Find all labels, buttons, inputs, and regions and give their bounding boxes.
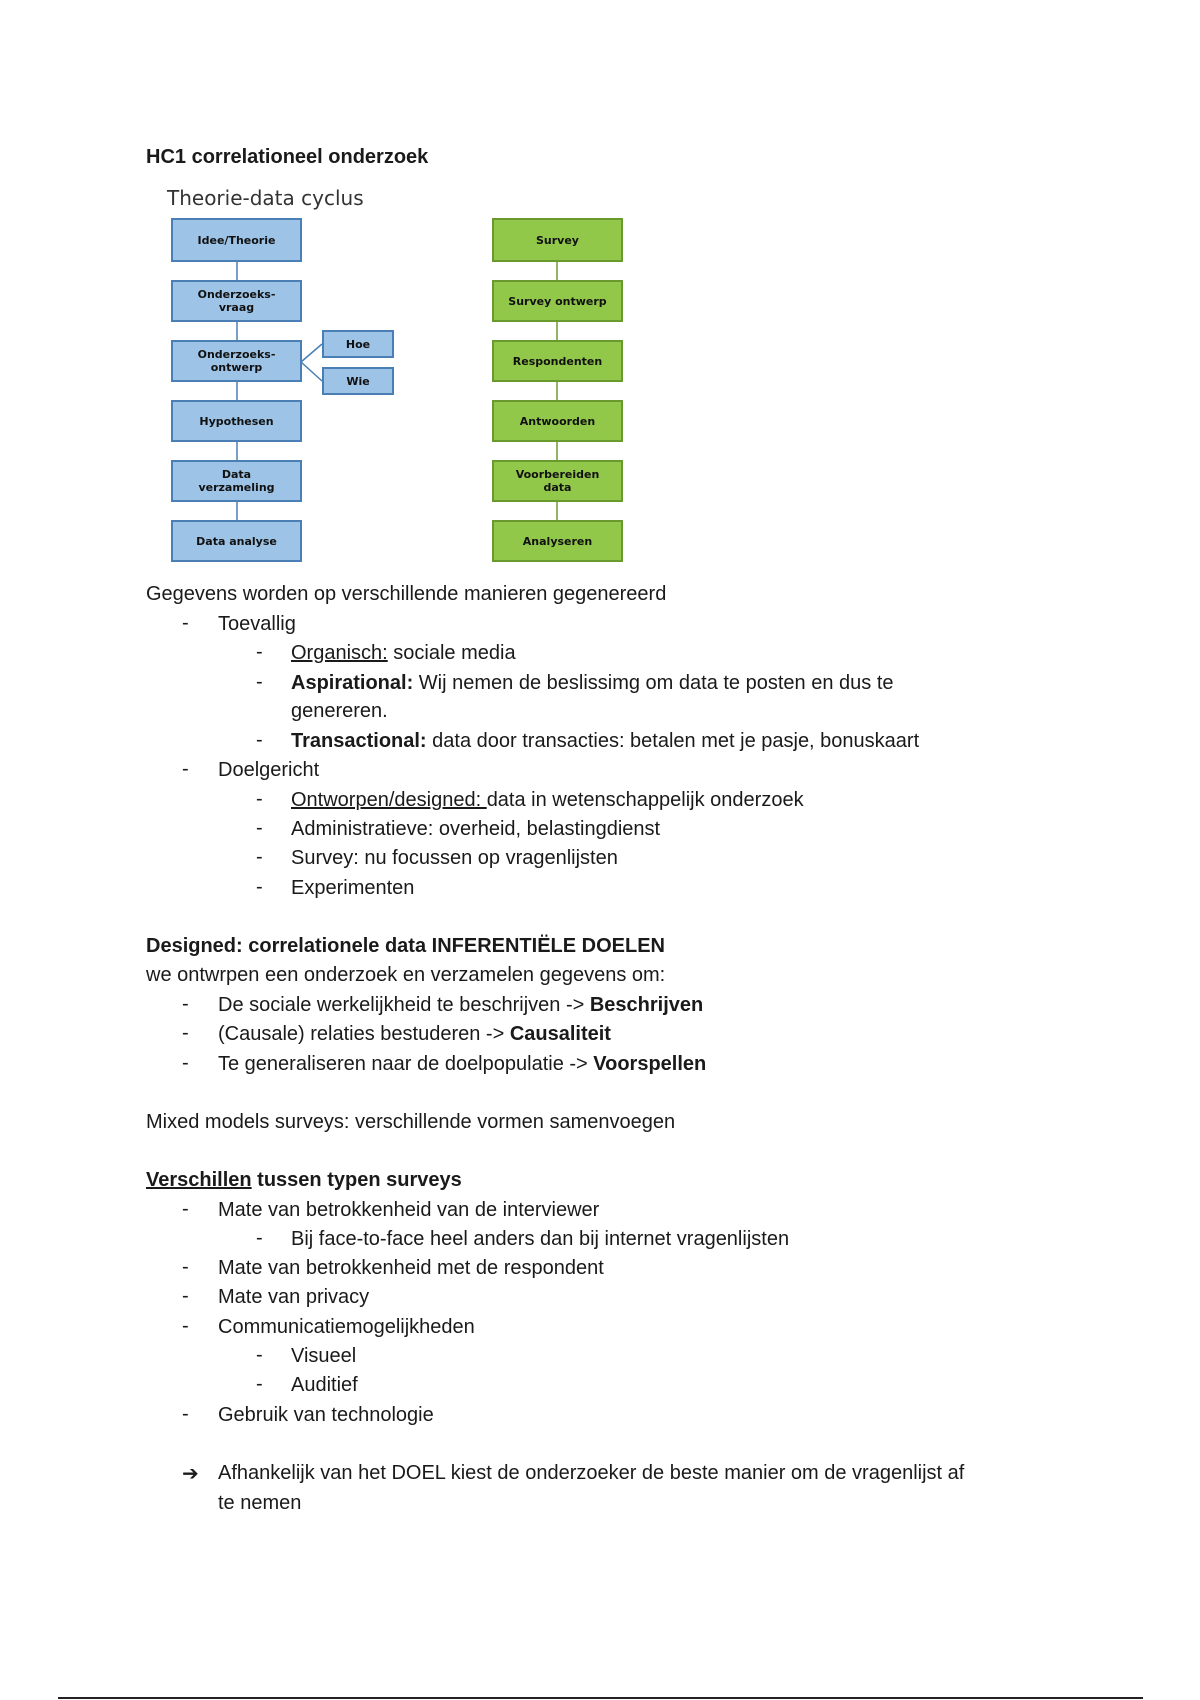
list-item-causaliteit: (Causale) relaties bestuderen -> Causaliteit [218,1023,611,1045]
section3-heading: Verschillen tussen typen surveys [146,1169,462,1191]
bullet-dash: - [256,1344,263,1366]
list-item-experimenten: Experimenten [291,877,415,899]
list-item-interviewer: Mate van betrokkenheid van de interviewer [218,1199,600,1221]
bullet-dash: - [182,1315,189,1337]
diagram-box-antwoorden: Antwoorden [492,400,623,442]
bullet-dash: - [182,993,189,1015]
list-item-voorspellen: Te generaliseren naar de doelpopulatie -> Voorspellen [218,1053,707,1075]
diagram-box-survey-ontwerp: Survey ontwerp [492,280,623,322]
bullet-dash: - [182,758,189,780]
bullet-dash: - [256,788,263,810]
bullet-dash: - [182,1022,189,1044]
diagram-box-hypothesen: Hypothesen [171,400,302,442]
diagram-caption: Theorie-data cyclus [167,186,364,210]
list-item-technologie: Gebruik van technologie [218,1404,434,1426]
diagram-box-idee-theorie: Idee/Theorie [171,218,302,262]
bullet-dash: - [182,1256,189,1278]
diagram-box-respondenten: Respondenten [492,340,623,382]
list-item-respondent: Mate van betrokkenheid met de respondent [218,1257,604,1279]
list-item-survey: Survey: nu focussen op vragenlijsten [291,847,618,869]
list-item-doelgericht: Doelgericht [218,759,320,781]
diagram-box-wie: Wie [322,367,394,395]
list-item-privacy: Mate van privacy [218,1286,370,1308]
page-bottom-rule [58,1697,1143,1699]
section2-heading: Designed: correlationele data INFERENTIËLE DOELEN [146,935,665,957]
bullet-dash: - [182,612,189,634]
list-item-organisch: Organisch: sociale media [291,642,516,664]
diagram-box-data-analyse: Data analyse [171,520,302,562]
bullet-dash: - [182,1285,189,1307]
list-item-transactional: Transactional: data door transacties: betalen met je pasje, bonuskaart [291,730,920,752]
bullet-dash: - [182,1198,189,1220]
section1-intro: Gegevens worden op verschillende manieren gegenereerd [146,583,667,605]
conclusion-line-2: te nemen [218,1492,302,1514]
list-item-toevallig: Toevallig [218,613,296,635]
diagram-box-analyseren: Analyseren [492,520,623,562]
diagram-box-onderzoeksontwerp: Onderzoeks- ontwerp [171,340,302,382]
list-item-visueel: Visueel [291,1345,357,1367]
bullet-dash: - [256,729,263,751]
list-item-ontworpen: Ontworpen/designed: data in wetenschappelijk onderzoek [291,789,804,811]
list-item-administratieve: Administratieve: overheid, belastingdienst [291,818,661,840]
bullet-dash: - [256,1373,263,1395]
arrow-bullet-icon: ➔ [182,1463,199,1485]
bullet-dash: - [256,1227,263,1249]
bullet-dash: - [256,641,263,663]
diagram-box-dataverzameling: Data verzameling [171,460,302,502]
list-item-auditief: Auditief [291,1374,358,1396]
list-item-face-to-face: Bij face-to-face heel anders dan bij internet vragenlijsten [291,1228,790,1250]
diagram-box-hoe: Hoe [322,330,394,358]
diagram-box-onderzoeksvraag: Onderzoeks- vraag [171,280,302,322]
bullet-dash: - [182,1052,189,1074]
bullet-dash: - [256,876,263,898]
mixed-models-line: Mixed models surveys: verschillende vormen samenvoegen [146,1111,676,1133]
page-title: HC1 correlationeel onderzoek [146,146,429,168]
bullet-dash: - [256,671,263,693]
diagram-box-voorbereiden-data: Voorbereiden data [492,460,623,502]
list-item-aspirational: Aspirational: Wij nemen de beslissimg om data te posten en dus te [291,672,894,694]
list-item-communicatie: Communicatiemogelijkheden [218,1316,475,1338]
section2-intro: we ontwrpen een onderzoek en verzamelen gegevens om: [146,964,666,986]
bullet-dash: - [256,817,263,839]
diagram-box-survey: Survey [492,218,623,262]
bullet-dash: - [182,1403,189,1425]
conclusion-line-1: Afhankelijk van het DOEL kiest de onderzoeker de beste manier om de vragenlijst af [218,1462,965,1484]
list-item-beschrijven: De sociale werkelijkheid te beschrijven -> Beschrijven [218,994,704,1016]
bullet-dash: - [256,846,263,868]
list-item-aspirational-cont: genereren. [291,700,388,722]
